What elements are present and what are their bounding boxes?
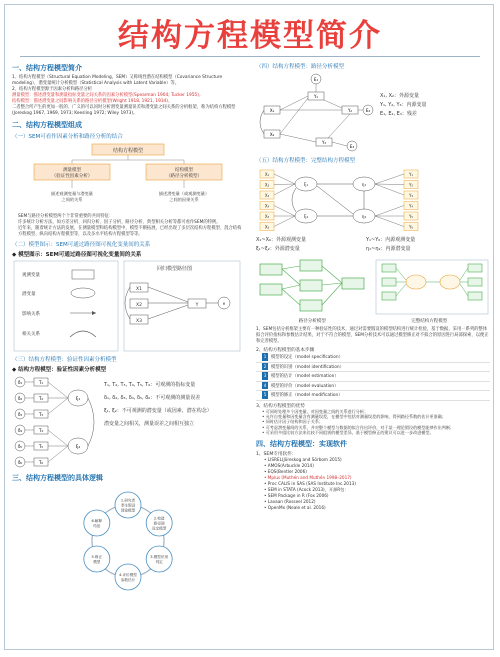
software-item: • Lavaan (Rosseel 2012) <box>264 498 316 504</box>
path-note-2: Y₁, Y₂, Y₃：内源变量 <box>380 102 427 108</box>
step-number-badge: 4 <box>263 382 267 388</box>
cycle-node <box>146 546 172 572</box>
step-item <box>256 363 490 373</box>
tree-right-desc-1: 描述潜变量（或观测变量） <box>158 191 210 196</box>
tree-right-label-2: （路径分析模型） <box>166 174 202 179</box>
sec1-p5: 二者整合所产生的更加一般的、广义的可以同时分析潜变量测量误差和潜变量之间关系的分析框架，称为结构方程模型(Joreskog 1967, 1969, 1973; Keesling 1972; Wiley 1973)。 <box>12 105 236 116</box>
legend-cov-arrow <box>70 331 96 337</box>
cfa-note-2: δ₁, δ₂, δ₃, δ₄, δ₅, δ₆：不可观测的测量误差 <box>104 395 201 401</box>
advantages-heading: 3、结构方程模型的优势 <box>256 403 305 409</box>
svg-text:T₆: T₆ <box>38 460 44 465</box>
svg-text:X1: X1 <box>136 287 142 292</box>
software-item: • Mplus (Muthén and Muthén 1998–2017) <box>264 474 352 480</box>
full-note-4: η₁~η₂：内源潜变量 <box>366 246 411 252</box>
svg-text:δ₁: δ₁ <box>17 380 23 385</box>
cycle-node-label: 6.解释 <box>91 518 103 523</box>
section-2-heading: 二、结构方程模型组成 <box>12 121 82 129</box>
green-path-diagram <box>256 256 368 318</box>
svg-text:T₁: T₁ <box>38 380 44 385</box>
sec1-p1: 1、结构方程模型（Structural Equation Modeling，SEM）又称线性潜在结构模型（Covariance Structure modeling），潜变量统计分析模型（Statistical Analysis with Latent Variable）等。 <box>12 75 223 86</box>
svg-text:ξ₂: ξ₂ <box>75 445 81 450</box>
svg-text:X₂: X₂ <box>269 132 275 137</box>
cycle-node-label: 理论模型 <box>120 508 136 513</box>
software-item: • LISREL(Jöreskog and Sörbom 2015) <box>264 456 342 462</box>
section-1-heading: 一、结构方程模型简介 <box>12 64 82 72</box>
cfa-indicators <box>15 377 48 467</box>
cycle-node-label: 模型 <box>93 560 101 565</box>
software-item: • OpenMx (Neale et al. 2016) <box>264 504 326 510</box>
cycle-node-label: 2.构建 <box>153 516 165 521</box>
title-divider <box>20 56 480 57</box>
legend-path-label: 影响关系 <box>22 312 40 317</box>
cycle-node-label: 设定模型 <box>151 526 167 531</box>
full-note-1: X₁~X₆：外源观测变量 <box>256 237 307 243</box>
sem-node-label: X₁ <box>264 172 270 177</box>
svg-text:T₂: T₂ <box>38 396 44 401</box>
path-label: 路径分析模型 <box>298 319 326 324</box>
sem-node-label: X₂ <box>264 182 270 188</box>
advantage-item: • 可考虑潜变量间的关系，并对整个模型与数据的拟合作出评价，对于某一理论假设的模型能够作出判断； <box>262 424 455 430</box>
step-number-badge: 2 <box>263 363 267 369</box>
path-analysis-diagram <box>256 72 376 154</box>
svg-text:X₁: X₁ <box>269 108 275 113</box>
right-column <box>256 60 490 511</box>
sem-node-label: Y₃ <box>408 193 414 198</box>
left-column <box>12 60 244 597</box>
software-item: • AMOS(Arbuckle 2014) <box>264 462 314 468</box>
full-label: 完整结构方程模型 <box>411 319 448 324</box>
legend-obs-shape <box>72 270 94 279</box>
sem-node-label: Y₄ <box>408 203 414 209</box>
cycle-node-label: 结论 <box>93 524 101 529</box>
tree-left-label-2: （验证性因素分析） <box>51 174 93 179</box>
svg-text:X2: X2 <box>136 303 142 308</box>
section-4-heading: 四、结构方程模型：实现软件 <box>256 439 347 448</box>
full-note-3: ξ₁~ξ₂：外源潜变量 <box>256 246 300 252</box>
steps-heading: 2、结构方程模型的基本步骤 <box>256 348 315 353</box>
path-note-3: E₁, E₂, E₃：残差 <box>380 111 417 117</box>
sem-node-label: Y₅ <box>408 214 414 219</box>
software-subheading: 1、SEM专用软件： <box>256 451 297 457</box>
software-item: • SEM in STATA (Acock 2013)，开源R包： <box>264 486 349 492</box>
cycle-node-label: 1.研究者 <box>120 498 136 503</box>
path-note-1: X₁, X₂：外源变量 <box>380 93 420 99</box>
sub5-heading: （五）结构方程模型：完整结构方程模型 <box>256 158 356 164</box>
step-label: 模型的估计（model estimation） <box>271 374 339 379</box>
legend-obs-label: 观测变量 <box>22 273 40 278</box>
tree-root-label: 结构方程模型 <box>112 148 144 154</box>
poster-title: 结构方程模型简介 <box>118 18 382 54</box>
advantage-item: • 允许自变量和因变量含有测量误差，在模型中包括对测量误差的影响，得到路径系数的估计更准确； <box>262 413 446 419</box>
step-item <box>256 382 490 392</box>
sem-node-label: X₆ <box>264 224 270 230</box>
sem-node-label: X₅ <box>264 214 270 219</box>
svg-text:δ₆: δ₆ <box>17 460 23 465</box>
sem-node-label: ξ₁ <box>303 183 309 188</box>
svg-text:E₃: E₃ <box>349 144 355 149</box>
cfa-note-1: T₁, T₂, T₃, T₄, T₅, T₆：可观测的指标变量 <box>104 382 196 388</box>
svg-text:ξ₁: ξ₁ <box>75 397 81 402</box>
sub4-heading: （四）结构方程模型：路径分析模型 <box>256 64 345 70</box>
sec2-sub2: （二）模型图示：SEM可通过路径图可视化变量间的关系 <box>12 242 151 248</box>
tree-left-desc-2: 之间的关系 <box>61 197 83 202</box>
svg-text:T₃: T₃ <box>38 412 44 417</box>
svg-text:δ₂: δ₂ <box>17 396 23 401</box>
full-sem-diagram <box>256 166 490 236</box>
sem-tree-diagram <box>12 142 244 214</box>
svg-text:δ₅: δ₅ <box>17 444 23 449</box>
cycle-node-label: 奉生假设 <box>120 503 136 508</box>
advantages-list <box>256 409 490 436</box>
legend-and-path-diagram <box>12 259 244 353</box>
step-number-badge: 1 <box>263 354 267 359</box>
sec2-sub1: （一）SEM可看作因素分析和路径分析的结合 <box>12 134 123 140</box>
software-list <box>256 457 490 511</box>
cycle-node <box>84 510 110 536</box>
sem-node-label: ξ₂ <box>303 215 309 220</box>
step-number-badge: 5 <box>263 392 267 397</box>
cycle-node-label: 4.评价模型 <box>119 572 137 577</box>
svg-text:T₄: T₄ <box>38 428 44 433</box>
svg-text:δ₄: δ₄ <box>17 428 23 433</box>
cfa-title: ◆ 结构方程模型：验证性因素分析模型 <box>12 367 107 373</box>
cycle-node <box>115 564 141 590</box>
svg-text:δ₃: δ₃ <box>17 412 23 417</box>
sem-node-label: Y₂ <box>408 182 414 188</box>
sec2-sub3: （三）结构方程模型：验证性因素分析模型 <box>12 357 117 363</box>
step-item <box>256 391 490 401</box>
legend-lat-shape <box>71 288 95 298</box>
svg-text:E₁: E₁ <box>313 77 319 82</box>
cycle-node-label: 3.模型识别 <box>150 554 169 559</box>
tree-left-label-1: 测量模型 <box>63 168 81 173</box>
sec1-p2: 2、结构方程模型源于因素分析和路径分析 <box>12 87 93 92</box>
svg-text:T₅: T₅ <box>38 444 44 449</box>
bullet-2: 许多统计分析方法，如方差分析、回归分析、因子分析、路径分析、典型相关分析等都可看作SEM的特例。 <box>18 220 221 225</box>
legend-lat-label: 潜变量 <box>22 292 36 297</box>
section-3-heading: 三、结构方程模型的具体逻辑 <box>12 474 103 482</box>
step-number-badge: 3 <box>263 373 267 378</box>
sem-node-label: X₃ <box>264 193 270 198</box>
step-label: 模型的识别（model identification） <box>271 364 344 370</box>
cycle-node-label: 路径图 <box>153 521 165 526</box>
step-label: 模型的评价（model evaluation） <box>271 383 339 389</box>
software-item: • EQS(Bentler 2006) <box>264 468 307 474</box>
legend-cov-label: 相关关系 <box>22 332 40 337</box>
sem-node-label: Y₁ <box>408 172 414 177</box>
cfa-note-4: 潜变量之间相关，测量误差之间相互独立 <box>104 421 195 427</box>
logic-cycle-diagram <box>12 485 244 597</box>
sec1-p3: 测量模型：描述潜变量和测量指标变量之间关系的因素分析模型(Spearman 1904; Tucker 1955)。 <box>12 93 204 98</box>
tree-right-desc-2: 之间的因果关系 <box>169 197 199 202</box>
path-box-title: 回归模型路径图 <box>157 266 193 272</box>
sem-node-label: Y₆ <box>408 224 414 230</box>
cycle-node-label: 5.修正 <box>91 554 103 559</box>
advantage-item: • 可采用多组比较方法来比较不同组别的模型差异，基于模型修正的建议可以进一步改进模型。 <box>262 430 434 436</box>
cycle-node-label: 判定 <box>155 560 163 565</box>
advantage-item: • 同时估计因子结构和因子关系； <box>262 419 324 425</box>
cfa-note-3: ξ₁, ξ₂：不可观测的潜变量（或因素、潜在构念） <box>104 408 212 414</box>
sem-node-label: X₄ <box>264 203 270 209</box>
step-item <box>256 353 490 363</box>
svg-text:E₂: E₂ <box>365 108 371 113</box>
step-label: 模型的设定（model specification） <box>271 355 343 360</box>
software-item: • Proc CALIS in SAS (SAS Institute Inc.2013) <box>264 480 356 486</box>
svg-text:Y₁: Y₁ <box>313 94 319 99</box>
green-full-diagram <box>374 256 490 318</box>
full-note-2: Y₁~Y₆：内源观测变量 <box>366 237 416 243</box>
tree-left-desc-1: 描述观测变量与潜变量 <box>51 191 93 196</box>
svg-text:Y₂: Y₂ <box>347 108 353 113</box>
svg-text:Y₃: Y₃ <box>321 140 327 145</box>
software-item: • SEM Package in R (Fox 2006) <box>264 492 329 498</box>
bullet-3: 近年来，随着统计方法的发展，在测量模型和结构模型中，模型不断拓展，已经出现了多层次结构方程模型、混合结构方程模型、纵向结构方程模型等，以及多水平结构方程模型等等。 <box>18 226 242 237</box>
sem-note: 1、SEM包括分析框架主要有一种验证性的技术，通过对需要假设的模型结构进行统计检验，基于数据，采用一系列的整体拟合评价指标和参数估计结果，对于不符合的模型，SEM分析技术可以通过模型修正对不拟合的原因进行局部探索，以便正和完善模型。 <box>256 327 489 344</box>
svg-text:Y: Y <box>195 303 199 308</box>
bullet-1: SEM与路径分析模型两个个非常重要的共同特征： <box>18 214 114 219</box>
legend-title: ◆ 模型图示：SEM可通过路径图可视化变量间的关系 <box>12 252 142 258</box>
tree-right-label-1: 结构模型 <box>175 168 193 173</box>
cfa-diagram <box>12 374 100 470</box>
steps-list <box>256 353 490 401</box>
cycle-node <box>84 546 110 572</box>
step-label: 模型的修正（model modification） <box>271 393 343 398</box>
svg-text:e: e <box>222 301 226 306</box>
step-item <box>256 372 490 382</box>
cycle-node-label: 参数估计 <box>120 578 136 583</box>
advantage-item: • 可同时处理多个因变量，对因变量之间的关系进行分析； <box>262 408 369 414</box>
sem-node-label: η₂ <box>361 215 367 220</box>
svg-text:X3: X3 <box>136 319 142 324</box>
sem-node-label: η₁ <box>361 183 367 188</box>
sec1-p4: 结构模型：描述潜变量之间影响关系的路径分析模型(Wright 1918, 1921, 1934)。 <box>12 99 173 104</box>
